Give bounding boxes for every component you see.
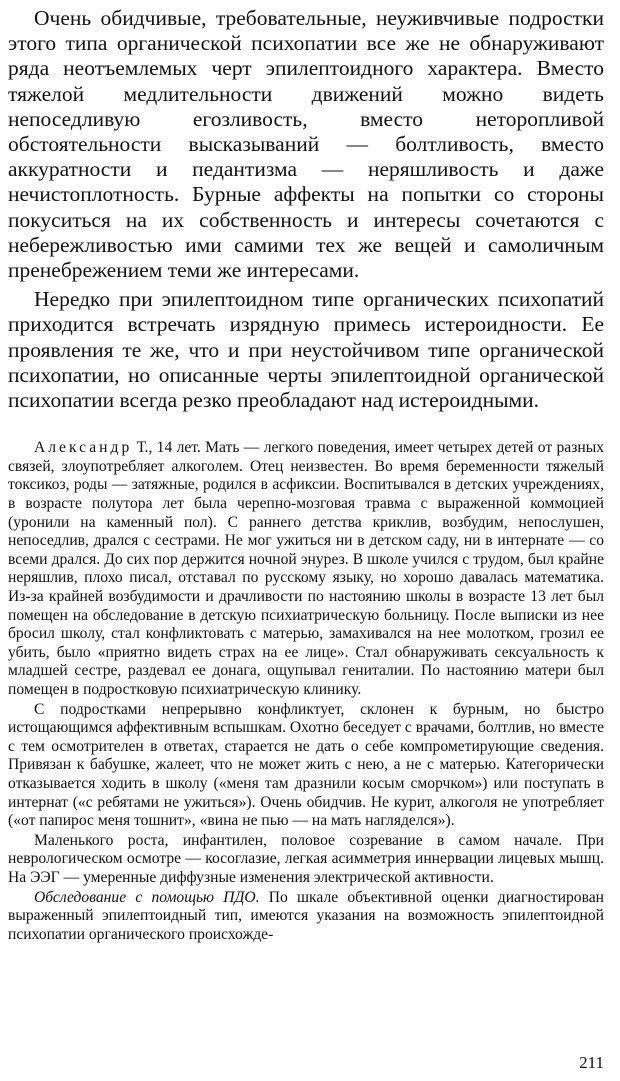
case-paragraph: С подростками непрерывно конфликтует, склонен к бурным, но быстро истощающимся аффективным вспышкам. Охотно беседует с врачами, болтлив, но вместе с тем осмотрителен в ответах, старается не дать о себе компрометирующие сведения. Привязан к бабушке, жалеет, что не может жить с нею, а не с матерью. Категорически отказывается ходить в школу («меня там дразнили косым сморчком») или поступать в интернат («с ребятами не ужиться»). Очень обидчив. Не курит, алкоголя не употребляет («от папирос меня тошнит», «вина не пью — на мать нагляделся»). (8, 700, 604, 830)
case-paragraph-text: По шкале объективной оценки диагностирован выраженный эпилептоидный тип, имеются указания на возможность эпилептоидной психопатии органического происхожде- (8, 888, 604, 943)
case-intro-text: Т., 14 лет. Мать — легкого поведения, имеет четырех детей от разных связей, злоупотребляет алкоголем. Отец неизвестен. Во время беременности тяжелый токсикоз, роды — затяжные, родился в асфиксии. Воспитывался в детских учреждениях, в возрасте полутора лет была черепно-мозговая травма с выраженной коммоцией (уронили на каменный пол). С раннего детства криклив, возбудим, непослушен, непоседлив, дрался с сестрами. Не мог ужиться ни в детском саду, ни в интернате — со всеми дрался. До сих пор держится ночной энурез. В школе учился с трудом, был крайне неряшлив, плохо писал, отставал по русскому языку, но хорошо давалась математика. Из-за крайней возбудимости и драчливости по настоянию школы в возрасте 13 лет был помещен на обследование в детскую психиатрическую больницу. После выписки из нее бросил школу, стал конфликтовать с матерью, замахивался на нее молотком, грозил ее убить, было «приятно видеть страх на ее лице». Стал обнаруживать сексуальность к младшей сестре, раздевал ее донага, ощупывал гениталии. По настоянию матери был помещен в подростковую психиатрическую клинику. (8, 439, 604, 698)
italic-lead-in: Обследование с помощью ПДО. (34, 888, 260, 906)
case-study (8, 439, 604, 944)
case-paragraph (8, 439, 604, 699)
case-paragraph: Маленького роста, инфантилен, половое созревание в самом начале. При неврологическом осмотре — косоглазие, легкая асимметрия иннервации лицевых мышц. На ЭЭГ — умеренные диффузные изменения электрической активности. (8, 831, 604, 886)
body-paragraph: Нередко при эпилептоидном типе органических психопатий приходится встречать изрядную примесь истероидности. Ее проявления те же, что и при неустойчивом типе органической психопатии, но описанные черты эпилептоидной органической психопатии всегда резко преобладают над истероидными. (8, 287, 604, 413)
page-number: 211 (579, 1053, 604, 1072)
case-paragraph (8, 889, 604, 945)
patient-name: Александр (34, 439, 133, 457)
body-paragraph: Очень обидчивые, требовательные, неуживчивые подростки этого типа органической психопатии все же не обнаруживают ряда неотъемлемых черт эпилептоидного характера. Вместо тяжелой медлительности движений можно видеть непоседливую егозливость, вместо неторопливой обстоятельности высказываний — болтливость, вместо аккуратности и педантизма — неряшливость и даже нечистоплотность. Бурные аффекты на попытки со стороны покуситься на их собственность и интересы сочетаются с небережливостью ими самими тех же вещей и самоличным пренебрежением теми же интересами. (8, 6, 604, 283)
